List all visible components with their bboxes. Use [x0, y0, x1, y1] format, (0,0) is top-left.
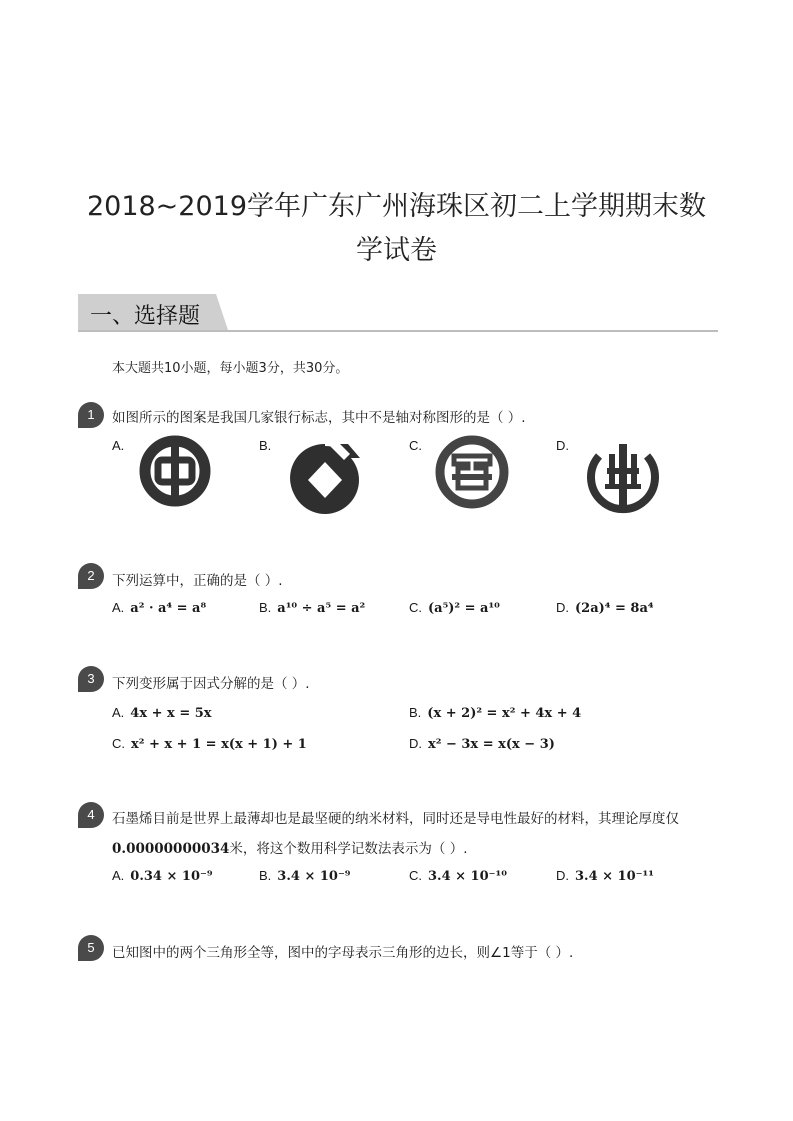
construction-bank-logo-icon [288, 440, 362, 516]
option-label: A. [112, 600, 125, 615]
option-math: 3.4 × 10⁻¹¹ [575, 869, 654, 884]
option-math: a² · a⁴ = a⁸ [130, 601, 207, 616]
option-label: C. [409, 438, 422, 453]
q4-option-d[interactable] [556, 868, 654, 884]
option-math: (x + 2)² = x² + 4x + 4 [427, 706, 582, 721]
q3-option-b[interactable] [409, 705, 581, 721]
bank-of-china-logo-icon [138, 434, 212, 508]
option-label: D. [409, 736, 422, 751]
q1-option-c[interactable] [409, 438, 428, 454]
option-label: B. [259, 600, 272, 615]
question-2-text: 下列运算中，正确的是（ ）. [112, 573, 283, 589]
option-math: x² − 3x = x(x − 3) [428, 737, 555, 752]
q3-option-c[interactable] [112, 736, 307, 752]
question-3-text: 下列变形属于因式分解的是（ ）. [112, 676, 310, 692]
q1-option-a[interactable] [112, 438, 130, 454]
option-label: C. [409, 600, 422, 615]
question-number-badge: 4 [78, 802, 104, 828]
option-label: B. [259, 438, 272, 453]
q1-option-b[interactable] [259, 438, 277, 454]
section-header [78, 294, 718, 332]
section-title: 一、选择题 [90, 304, 201, 329]
option-math: 3.4 × 10⁻⁹ [277, 869, 351, 884]
question-number-badge: 3 [78, 666, 104, 692]
q1-option-d[interactable] [556, 438, 575, 454]
exam-title-line1: 2018~2019学年广东广州海珠区初二上学期期末数 [86, 191, 707, 222]
option-label: C. [112, 736, 125, 751]
q2-option-b[interactable] [259, 600, 365, 616]
q4-text-rest: 米，将这个数用科学记数法表示为（ ）. [229, 841, 468, 857]
option-label: D. [556, 868, 569, 883]
question-5-text: 已知图中的两个三角形全等，图中的字母表示三角形的边长，则∠1等于（ ）. [112, 945, 574, 961]
icbc-logo-icon [434, 434, 510, 510]
option-label: A. [112, 705, 125, 720]
section-intro: 本大题共10小题，每小题3分，共30分。 [112, 361, 349, 376]
exam-title-line2: 学试卷 [356, 235, 437, 266]
option-math: 0.34 × 10⁻⁹ [130, 869, 213, 884]
option-math: a¹⁰ ÷ a⁵ = a² [277, 601, 366, 616]
option-label: A. [112, 438, 125, 453]
q3-option-d[interactable] [409, 736, 555, 752]
option-math: (a⁵)² = a¹⁰ [428, 601, 500, 616]
q4-option-b[interactable] [259, 868, 351, 884]
q4-number: 0.00000000034 [112, 841, 230, 857]
q4-option-c[interactable] [409, 868, 507, 884]
question-number-badge: 2 [78, 563, 104, 589]
option-math: x² + x + 1 = x(x + 1) + 1 [131, 737, 307, 752]
question-4-text-line1: 石墨烯目前是世界上最薄却也是最坚硬的纳米材料，同时还是导电性最好的材料，其理论厚度仅 [112, 811, 679, 827]
option-math: 3.4 × 10⁻¹⁰ [428, 869, 507, 884]
question-4-text-line2 [112, 837, 468, 857]
question-1-text: 如图所示的图案是我国几家银行标志，其中不是轴对称图形的是（ ）. [112, 410, 526, 426]
question-number-badge: 1 [78, 402, 104, 428]
q3-option-a[interactable] [112, 705, 212, 721]
option-math: 4x + x = 5x [130, 706, 212, 721]
option-label: B. [259, 868, 272, 883]
option-label: A. [112, 868, 125, 883]
question-number-badge: 5 [78, 935, 104, 961]
q4-option-a[interactable] [112, 868, 213, 884]
q2-option-d[interactable] [556, 600, 654, 616]
agricultural-bank-logo-icon [585, 440, 661, 518]
option-label: C. [409, 868, 422, 883]
option-label: B. [409, 705, 422, 720]
q2-option-c[interactable] [409, 600, 500, 616]
option-label: D. [556, 438, 569, 453]
q2-option-a[interactable] [112, 600, 206, 616]
option-math: (2a)⁴ = 8a⁴ [575, 601, 654, 616]
option-label: D. [556, 600, 569, 615]
